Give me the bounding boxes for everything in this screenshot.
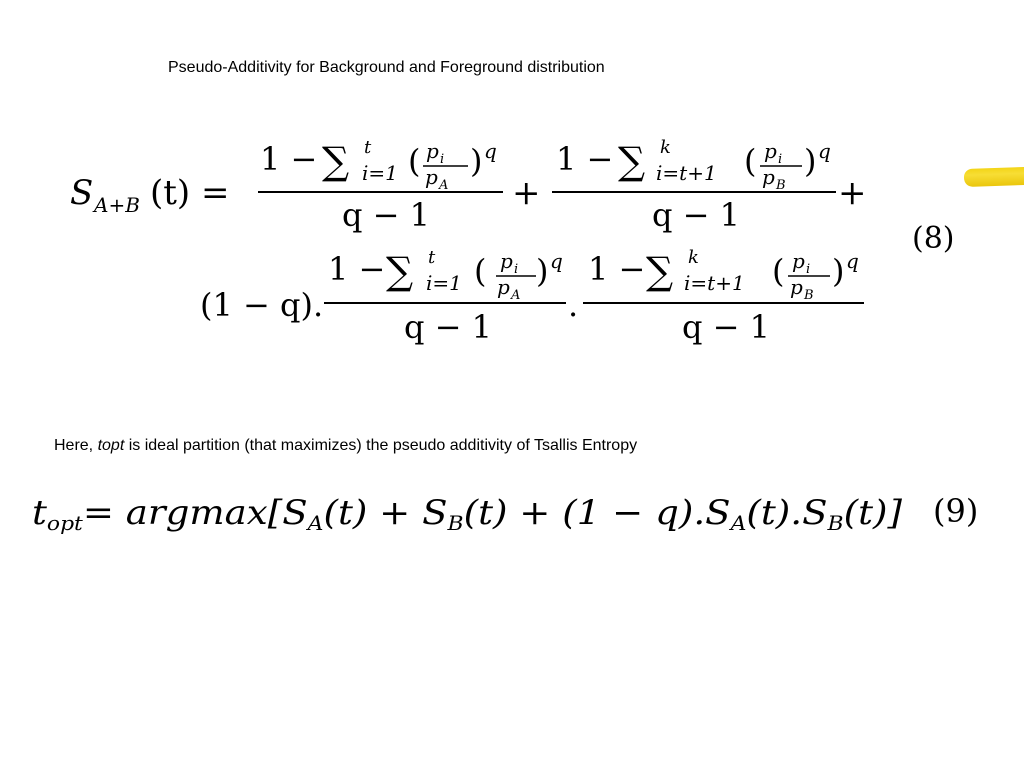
eq8-f4-pi: p [792,249,805,273]
eq8-f4-exp: q [846,249,859,273]
eq9-sub-b2: B [827,511,843,535]
eq9-sub-b: B [447,511,463,535]
equation-8 [70,137,955,346]
eq8-f1-one: 1 − [260,140,318,178]
eq8-f1-den: q − 1 [342,196,430,234]
eq8-f4-pB-sub: B [804,288,814,303]
eq8-f4-one: 1 − [588,250,646,288]
eq8-f2-den: q − 1 [652,196,740,234]
eq8-f1-upper: t [364,137,372,158]
slide-heading: Pseudo-Additivity for Background and Foreground distribution [168,59,605,76]
note-suffix: is ideal partition (that maximizes) the pseudo additivity of Tsallis Entropy [124,437,638,454]
eq9-term4: (t)] [843,493,898,533]
eq8-f3-paren-open: ( [474,252,487,290]
explanation-note [54,436,637,456]
eq8-f3-sum: ∑ [386,249,414,293]
eq8-f2-paren-open: ( [744,142,757,180]
eq8-f3-pi-sub: i [514,262,519,277]
eq8-fraction-2 [552,137,836,234]
eq8-f3-pi: p [500,249,513,273]
eq8-plus-2: + [838,173,867,213]
eq8-f3-exp: q [550,249,563,273]
eq8-f1-pA: p [425,165,438,189]
note-prefix: Here, [54,437,98,454]
eq8-f4-pi-sub: i [806,262,811,277]
eq8-f4-paren-close: ) [832,252,845,290]
eq8-f1-pA-sub: A [439,178,449,193]
eq8-f1-paren-close: ) [470,142,483,180]
eq8-f2-pi-sub: i [778,152,783,167]
eq8-f3-pA: p [497,275,510,299]
eq8-f4-paren-open: ( [772,252,785,290]
eq9-sub-a: A [307,511,323,535]
eq8-f1-lower: i=1 [362,161,398,185]
note-term: topt [97,437,125,454]
eq8-lhs-symbol: S [70,173,94,213]
eq8-f2-exp: q [818,139,831,163]
eq8-f1-paren-open: ( [408,142,421,180]
eq8-f1-pi-sub: i [440,152,445,167]
eq8-f2-paren-close: ) [804,142,817,180]
eq8-f2-upper: k [660,137,671,158]
eq9-sub-a2: A [730,511,746,535]
eq8-f4-upper: k [688,247,699,268]
eq8-f4-den: q − 1 [682,308,770,346]
eq8-fraction-1 [258,137,503,234]
eq8-f2-pB: p [762,165,775,189]
eq8-f3-upper: t [428,247,436,268]
eq8-f2-pB-sub: B [776,178,786,193]
eq9-term1: (t) + S [323,493,438,533]
eq9-term3: (t).S [746,493,821,533]
eq8-f3-pA-sub: A [511,288,521,303]
eq8-fraction-3 [324,247,566,346]
eq9-lhs: t [32,493,46,533]
eq8-dot: . [568,286,579,324]
eq8-plus-1: + [512,173,541,213]
eq9-term2: (t) + (1 − q).S [463,493,709,533]
eq8-f3-one: 1 − [328,250,386,288]
eq8-f2-one: 1 − [556,140,614,178]
eq9-lhs-sub: opt [46,511,80,535]
eq8-lhs-arg: (t) = [150,173,230,213]
eq8-f3-den: q − 1 [404,308,492,346]
equation-9 [32,492,978,535]
eq8-number: (8) [912,221,955,256]
eq8-f4-sum: ∑ [646,249,674,293]
eq8-factor: (1 − q). [200,286,324,324]
eq8-f2-sum: ∑ [618,139,646,183]
eq8-f2-lower: i=t+1 [656,161,717,185]
eq8-fraction-4 [583,247,864,346]
eq8-f1-pi: p [426,139,439,163]
eq9-expression [32,493,903,535]
eq8-f1-sum: ∑ [322,139,350,183]
eq8-f3-paren-close: ) [536,252,549,290]
eq8-lhs-subscript: A+B [94,193,140,217]
eq9-number: (9) [933,492,979,530]
eq9-body-prefix: = argmax[S [82,493,289,533]
eq8-f4-pB: p [790,275,803,299]
eq8-f1-exp: q [484,139,497,163]
eq8-f3-lower: i=1 [426,271,462,295]
eq8-f2-pi: p [764,139,777,163]
eq8-f4-lower: i=t+1 [684,271,745,295]
